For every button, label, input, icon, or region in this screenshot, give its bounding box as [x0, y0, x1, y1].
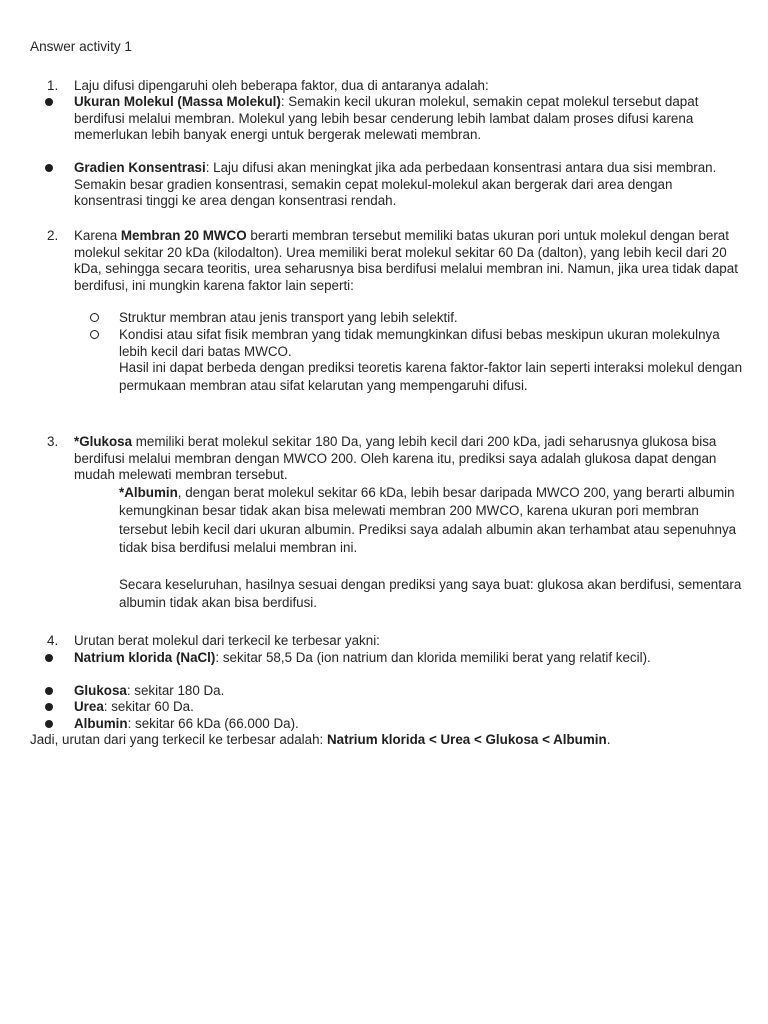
- q3-term-glukosa: *Glukosa: [74, 434, 133, 449]
- q1-bullet-1-text: : Semakin kecil ukuran molekul, semakin cepat molekul tersebut dapat berdifusi melalui membran. Molekul yang lebih besar cenderung lebih lambat dalam proses difusi karena memerlukan lebih banyak energi untuk bergerak melewati membran.: [74, 94, 699, 143]
- q2-text: berarti membran tersebut memiliki batas ukuran pori untuk molekul dengan berat molekul sekitar 20 kDa (kilodalton). Urea memiliki berat molekul sekitar 60 Da (dalton), yang lebih kecil dari 20 kDa, sehingga secara teoritis, urea seharusnya bisa berdifusi melalui membran ini. Namun, jika urea tidak dapat berdifusi, ini mungkin karena faktor lain seperti:: [74, 228, 738, 293]
- q4-number: 4.: [47, 633, 59, 648]
- q4-conclusion-post: .: [606, 732, 611, 747]
- document-title: Answer activity 1: [30, 39, 132, 54]
- q4-item-urea: [74, 699, 744, 716]
- q4-item-glukosa-term: Glukosa: [74, 683, 127, 698]
- q1-bullet-2: [74, 160, 744, 210]
- q4-intro: Urutan berat molekul dari terkecil ke terbesar yakni:: [74, 633, 380, 648]
- q1-intro: Laju difusi dipengaruhi oleh beberapa faktor, dua di antaranya adalah:: [74, 78, 489, 93]
- q2-term: Membran 20 MWCO: [120, 228, 247, 243]
- q3-albumin-paragraph: [119, 484, 744, 558]
- q4-bullet-1-dot: [45, 654, 53, 662]
- q3-term-albumin: *Albumin: [119, 485, 178, 500]
- q4-conclusion-order: Natrium klorida < Urea < Glukosa < Albumin: [327, 732, 607, 747]
- q1-number: 1.: [47, 78, 59, 93]
- q4-item-nacl-text: : sekitar 58,5 Da (ion natrium dan klorida memiliki berat yang relatif kecil).: [215, 650, 651, 665]
- q2-pre: Karena: [74, 228, 121, 243]
- q2-number: 2.: [47, 228, 59, 243]
- q3-text-glukosa: memiliki berat molekul sekitar 180 Da, yang lebih kecil dari 200 kDa, jadi seharusnya glukosa bisa berdifusi melalui membran dengan MWCO 200. Oleh karena itu, prediksi saya adalah glukosa dapat dengan mudah melewati membran tersebut.: [74, 434, 717, 483]
- q4-item-urea-term: Urea: [74, 699, 104, 714]
- q1-bullet-2-dot: [45, 164, 53, 172]
- q2-sub-1: Struktur membran atau jenis transport yang lebih selektif.: [119, 310, 458, 325]
- q4-conclusion-pre: Jadi, urutan dari yang terkecil ke terbesar adalah:: [30, 732, 327, 747]
- q4-item-glukosa: [74, 683, 744, 700]
- q4-item-nacl: [74, 650, 744, 667]
- q4-item-nacl-term: Natrium klorida (NaCl): [74, 650, 216, 665]
- q3-glukosa-paragraph: [74, 434, 744, 484]
- q3-number: 3.: [47, 434, 59, 449]
- q3-text-albumin: , dengan berat molekul sekitar 66 kDa, lebih besar daripada MWCO 200, yang berarti albumin kemungkinan besar tidak akan bisa melewati membran 200 MWCO, karena ukuran pori membran tersebut lebih kecil dari ukuran albumin. Prediksi saya adalah albumin akan terhambat atau sepenuhnya tidak bisa berdifusi melalui membran ini.: [119, 485, 737, 556]
- q4-item-urea-text: : sekitar 60 Da.: [103, 699, 194, 714]
- q2-sub-1-circle: [90, 313, 99, 322]
- q2-paragraph: [74, 228, 744, 294]
- q4-item-glukosa-text: : sekitar 180 Da.: [126, 683, 225, 698]
- q3-summary: Secara keseluruhan, hasilnya sesuai dengan prediksi yang saya buat: glukosa akan berdifusi, sementara albumin tidak akan bisa berdifusi.: [119, 577, 742, 611]
- q4-item-albumin-term: Albumin: [74, 716, 128, 731]
- q4-bullet-3-dot: [45, 703, 53, 711]
- q1-bullet-2-term: Gradien Konsentrasi: [74, 160, 206, 175]
- q2-note: Hasil ini dapat berbeda dengan prediksi teoretis karena faktor-faktor lain seperti interaksi molekul dengan permukaan membran atau sifat kelarutan yang mempengaruhi difusi.: [119, 360, 743, 394]
- q1-bullet-2-text: : Laju difusi akan meningkat jika ada perbedaan konsentrasi antara dua sisi membran. Semakin besar gradien konsentrasi, semakin cepat molekul-molekul akan bergerak dari area dengan konsentrasi tinggi ke area dengan konsentrasi rendah.: [74, 160, 717, 209]
- q4-item-albumin: [74, 716, 744, 733]
- q2-sub-2-circle: [90, 330, 99, 339]
- q1-bullet-1-dot: [45, 98, 53, 106]
- q4-conclusion: [30, 732, 740, 749]
- q4-bullet-2-dot: [45, 687, 53, 695]
- q4-bullet-4-dot: [45, 720, 53, 728]
- q1-bullet-1-term: Ukuran Molekul (Massa Molekul): [74, 94, 281, 109]
- q4-item-albumin-text: : sekitar 66 kDa (66.000 Da).: [127, 716, 299, 731]
- q2-sub-2: Kondisi atau sifat fisik membran yang tidak memungkinkan difusi bebas meskipun ukuran molekulnya lebih kecil dari batas MWCO.: [119, 327, 720, 359]
- q1-bullet-1: [74, 94, 744, 144]
